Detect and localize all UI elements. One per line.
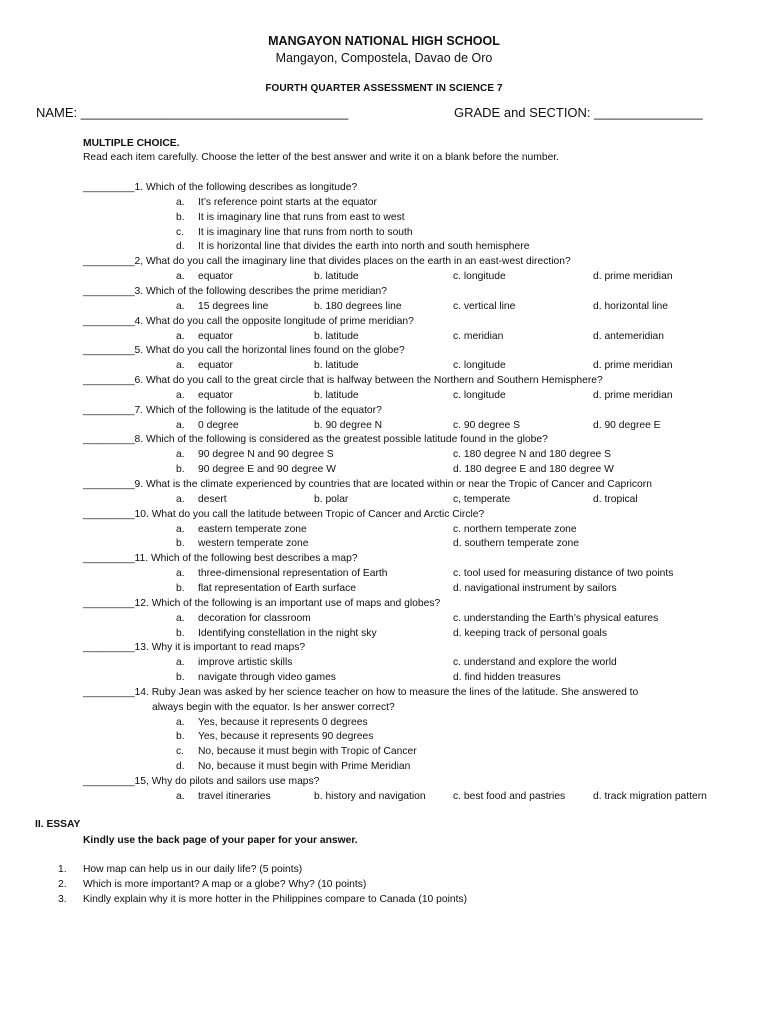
option-text: equator	[198, 330, 233, 342]
option-text: improve artistic skills	[198, 657, 293, 669]
option-letter: a.	[176, 360, 185, 372]
answer-option: b. latitude	[314, 360, 359, 372]
question-text: _________15, Why do pilots and sailors use maps?	[83, 776, 320, 787]
answer-option: c. vertical line	[453, 300, 516, 312]
option-text: No, because it must begin with Prime Meridian	[198, 761, 411, 773]
answer-option	[176, 448, 334, 462]
answer-option: c. understand and explore the world	[453, 657, 617, 669]
option-text: western temperate zone	[198, 538, 309, 550]
answer-option: d. antemeridian	[593, 330, 664, 342]
answer-option: c. longitude	[453, 271, 506, 283]
answer-option	[176, 389, 233, 403]
option-letter: a.	[176, 330, 185, 342]
answer-option: b. 180 degrees line	[314, 300, 402, 312]
essay-item-number: 2.	[58, 878, 67, 890]
option-letter: d.	[176, 761, 185, 773]
question-text: _________10. What do you call the latitude between Tropic of Cancer and Arctic Circle?	[83, 508, 485, 520]
answer-option: b. history and navigation	[314, 790, 426, 802]
question-text: _________7. Which of the following is the latitude of the equator?	[83, 404, 382, 416]
answer-option: c. northern temperate zone	[453, 523, 577, 535]
option-letter: a.	[176, 389, 185, 401]
option-text: It’s reference point starts at the equator	[198, 196, 377, 208]
question-text-continued: always begin with the equator. Is her answer correct?	[152, 701, 395, 713]
answer-option: d. prime meridian	[593, 360, 673, 372]
answer-option: c. best food and pastries	[453, 790, 566, 802]
answer-option: d. 180 degree E and 180 degree W	[453, 464, 614, 476]
option-letter: b.	[176, 672, 185, 684]
answer-option: c, temperate	[453, 493, 511, 505]
mc-instructions: Read each item carefully. Choose the letter of the best answer and write it on a blank before the number.	[83, 152, 560, 163]
question-text: _________12. Which of the following is an important use of maps and globes?	[83, 597, 441, 609]
option-letter: c.	[176, 226, 185, 238]
option-text: 15 degrees line	[198, 300, 269, 312]
option-text: equator	[198, 360, 233, 372]
answer-option: b. polar	[314, 493, 349, 505]
school-address: Mangayon, Compostela, Davao de Oro	[275, 51, 493, 65]
option-text: 90 degree N and 90 degree S	[198, 449, 334, 461]
answer-option	[176, 330, 233, 344]
answer-option: d. prime meridian	[593, 389, 673, 401]
answer-option	[176, 671, 336, 685]
option-text: It is imaginary line that runs from east to west	[198, 211, 405, 223]
option-text: three-dimensional representation of Earth	[198, 568, 388, 580]
option-letter: a.	[176, 196, 185, 208]
option-letter: a.	[176, 271, 185, 283]
answer-option	[176, 567, 387, 581]
question-text: _________4. What do you call the opposite longitude of prime meridian?	[83, 315, 414, 327]
option-text: It is horizontal line that divides the earth into north and south hemisphere	[198, 241, 530, 253]
question-text: _________5. What do you call the horizontal lines found on the globe?	[83, 345, 405, 357]
answer-option: c. longitude	[453, 389, 506, 401]
essay-heading: II. ESSAY	[35, 819, 81, 830]
option-letter: b.	[176, 582, 185, 594]
option-letter: a.	[176, 716, 185, 728]
option-letter: a.	[176, 449, 185, 461]
option-text: Identifying constellation in the night sky	[198, 627, 377, 639]
answer-option: b. latitude	[314, 330, 359, 342]
option-letter: a.	[176, 493, 185, 505]
essay-item-text: Kindly explain why it is more hotter in the Philippines compare to Canada (10 points)	[83, 893, 468, 905]
answer-option	[176, 493, 227, 507]
answer-option	[176, 730, 373, 744]
option-text: 90 degree E and 90 degree W	[198, 464, 336, 476]
answer-option	[176, 196, 377, 210]
essay-item	[58, 893, 467, 907]
question-text: _________2, What do you call the imaginary line that divides places on the earth in an east-west direction?	[83, 256, 571, 268]
answer-option	[176, 537, 308, 551]
question-text: _________13. Why it is important to read maps?	[83, 642, 306, 654]
answer-option: d. prime meridian	[593, 271, 673, 283]
option-text: Yes, because it represents 0 degrees	[198, 716, 368, 728]
answer-option: d. keeping track of personal goals	[453, 627, 607, 639]
option-text: equator	[198, 271, 233, 283]
essay-item-text: How map can help us in our daily life? (5 points)	[83, 864, 303, 875]
option-text: flat representation of Earth surface	[198, 582, 356, 594]
option-text: decoration for classroom	[198, 612, 311, 624]
option-text: equator	[198, 389, 233, 401]
essay-instructions: Kindly use the back page of your paper for your answer.	[83, 835, 358, 846]
school-name: MANGAYON NATIONAL HIGH SCHOOL	[268, 34, 500, 48]
answer-option	[176, 760, 410, 774]
answer-option: d. 90 degree E	[593, 419, 661, 431]
answer-option	[176, 716, 368, 730]
answer-option: c. tool used for measuring distance of two points	[453, 568, 674, 580]
grade-section-field[interactable]: GRADE and SECTION: _______________	[454, 105, 703, 120]
answer-option	[176, 523, 307, 537]
option-text: desert	[198, 493, 227, 505]
option-letter: a.	[176, 523, 185, 535]
option-letter: a.	[176, 419, 185, 431]
question-text: _________6. What do you call to the great circle that is halfway between the Northern and Southern Hemisphere?	[83, 375, 603, 387]
answer-option: d. track migration pattern	[593, 790, 707, 802]
answer-option	[176, 359, 233, 373]
option-letter: b.	[176, 211, 185, 223]
answer-option: c. understanding the Earth’s physical eatures	[453, 612, 659, 624]
question-text: _________14. Ruby Jean was asked by her science teacher on how to measure the lines of the latitude. She answered to	[83, 686, 639, 698]
option-letter: a.	[176, 612, 185, 624]
answer-option	[176, 240, 529, 254]
option-letter: c.	[176, 746, 185, 758]
answer-option	[176, 300, 268, 314]
option-letter: a.	[176, 300, 185, 312]
option-text: It is imaginary line that runs from north to south	[198, 226, 413, 238]
answer-option: d. find hidden treasures	[453, 672, 561, 684]
answer-option: c. longitude	[453, 360, 506, 372]
option-text: travel itineraries	[198, 790, 271, 802]
option-letter: b.	[176, 731, 185, 743]
answer-option	[176, 745, 417, 759]
essay-item-number: 1.	[58, 864, 67, 875]
essay-item	[58, 863, 302, 877]
question-text: _________3. Which of the following describes the prime meridian?	[83, 285, 387, 297]
answer-option	[176, 211, 405, 225]
option-text: No, because it must begin with Tropic of Cancer	[198, 746, 417, 758]
option-letter: a.	[176, 568, 185, 580]
question-text: _________11. Which of the following best describes a map?	[83, 553, 358, 565]
answer-option	[176, 790, 271, 804]
answer-option: d. tropical	[593, 493, 638, 505]
option-text: Yes, because it represents 90 degrees	[198, 731, 374, 743]
option-text: navigate through video games	[198, 672, 336, 684]
answer-option: c. meridian	[453, 330, 504, 342]
essay-item-number: 3.	[58, 893, 67, 905]
answer-option: d. horizontal line	[593, 300, 668, 312]
answer-option: b. latitude	[314, 271, 359, 283]
answer-option	[176, 627, 377, 641]
answer-option	[176, 270, 233, 284]
option-letter: b.	[176, 538, 185, 550]
answer-option: d. southern temperate zone	[453, 538, 579, 550]
answer-option: d. navigational instrument by sailors	[453, 582, 617, 594]
essay-item	[58, 878, 366, 892]
option-letter: a.	[176, 790, 185, 802]
option-text: eastern temperate zone	[198, 523, 307, 535]
answer-option	[176, 582, 356, 596]
answer-option	[176, 656, 292, 670]
option-text: 0 degree	[198, 419, 239, 431]
essay-item-text: Which is more important? A map or a globe? Why? (10 points)	[83, 878, 367, 890]
question-text: _________9. What is the climate experienced by countries that are located within or near the Tropic of Cancer and Capricorn	[83, 479, 652, 490]
answer-option: c. 180 degree N and 180 degree S	[453, 449, 612, 461]
mc-heading: MULTIPLE CHOICE.	[83, 138, 180, 149]
answer-option: b. 90 degree N	[314, 419, 383, 431]
answer-option	[176, 226, 413, 240]
option-letter: b.	[176, 627, 185, 639]
assessment-title: FOURTH QUARTER ASSESSMENT IN SCIENCE 7	[265, 83, 503, 94]
question-text: _________1. Which of the following describes as longitude?	[83, 182, 358, 193]
answer-option	[176, 419, 239, 433]
answer-option	[176, 612, 311, 626]
option-letter: a.	[176, 657, 185, 669]
option-letter: b.	[176, 464, 185, 476]
answer-option: b. latitude	[314, 389, 359, 401]
answer-option: c. 90 degree S	[453, 419, 520, 431]
answer-option	[176, 463, 336, 477]
name-field[interactable]: NAME: _____________________________________	[36, 105, 349, 120]
question-text: _________8. Which of the following is considered as the greatest possible latitude found in the globe?	[83, 434, 548, 446]
option-letter: d.	[176, 241, 185, 253]
